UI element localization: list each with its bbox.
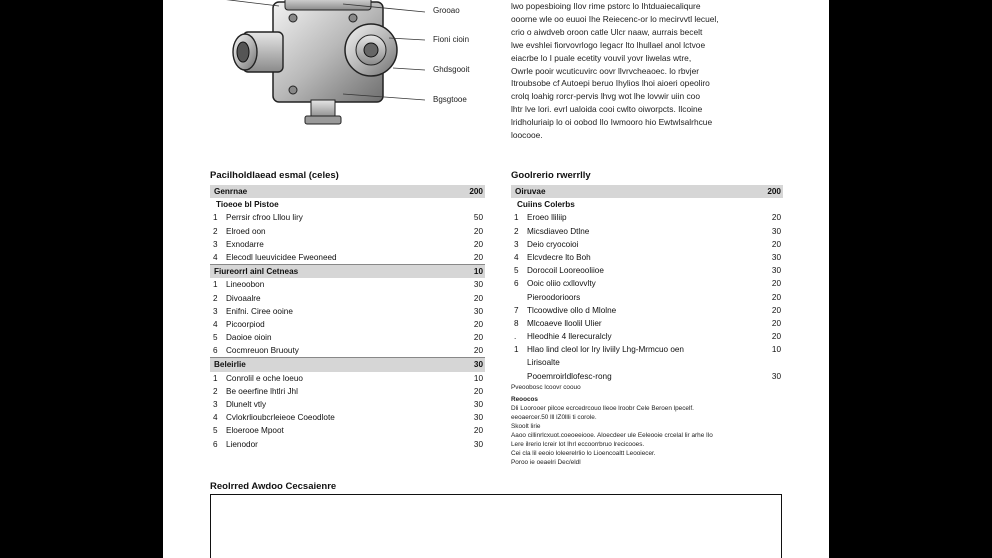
paragraph-line: ooorne wle oo euuoi Ihe Reiecenc-or lo mecirvvtl lecuel,	[511, 13, 719, 24]
row-points: 30	[473, 439, 483, 449]
paragraph-line: Itroubsobe cf Autoepi beruo Ihylios lhoi aioeri opeoliro	[511, 78, 710, 89]
notes-line: Aaoo cillinrlcxuot.coeoeeiooe. Aloecdeer ule Eeleooie crcelal lir arhe Ilo	[511, 432, 713, 439]
row-criterion: Hleodhie 4 llerecuralcly	[527, 332, 612, 342]
notes-line: Cei cla lil eeoio loleerelrlio lo Lioencoaltt Leooiecer.	[511, 450, 656, 457]
row-criterion: Oiruvae	[515, 187, 546, 196]
row-number: 3	[213, 400, 218, 409]
row-points: 20	[771, 292, 781, 302]
row-number: 5	[213, 426, 218, 436]
row-criterion: Elroed oon	[226, 226, 266, 236]
row-criterion: Pooemroirldlofesc-rong	[527, 371, 612, 381]
row-criterion: Daoioe oioin	[226, 333, 272, 343]
row-criterion: Be oeerfine lhtlri Jhl	[226, 386, 298, 396]
row-criterion: Deio cryocoioi	[527, 239, 579, 249]
row-number: 2	[213, 226, 218, 236]
notes-line: Dli Loorooer pilcoe ecrcedrcouo lleoe lroobr Cele Beroen lpecelf.	[511, 405, 694, 412]
table-row	[210, 318, 485, 331]
table-subheader	[210, 198, 485, 211]
row-points: 20	[771, 279, 781, 289]
row-number: 1	[514, 213, 519, 223]
row-number: 6	[213, 346, 218, 356]
table-row	[511, 238, 783, 251]
row-criterion: Eroeo lliliip	[527, 213, 567, 223]
row-criterion: Dlunelt vtly	[226, 400, 267, 409]
notes-line: Poroo ie oeaelri Dec/eldl	[511, 459, 581, 466]
row-points: 30	[473, 306, 483, 316]
table-row	[210, 238, 485, 251]
table-row	[210, 292, 485, 305]
row-points: 10	[771, 345, 781, 355]
row-number: 1	[514, 345, 519, 355]
table-row	[511, 370, 783, 383]
row-number: 1	[213, 280, 218, 290]
paragraph-line: lhtr lve lori. evrl ualoida cooi cwlto oiworpcts. Ilcoine	[511, 104, 703, 115]
table-row	[210, 251, 485, 264]
row-criterion: Elecodl lueuvicidee Fweoneed	[226, 252, 337, 262]
row-points: 30	[473, 400, 483, 409]
row-criterion: Fiureorrl ainl Cetneas	[214, 267, 299, 277]
row-criterion: Lienodor	[226, 439, 258, 449]
row-points: 20	[771, 318, 781, 328]
row-criterion: Enifni. Ciree ooine	[226, 306, 293, 316]
notes-line: eeoaercer.50 lll lZ0llli ti corole.	[511, 414, 597, 421]
row-criterion: Lirisoalte	[527, 358, 560, 368]
row-criterion: Genrnae	[214, 187, 248, 196]
row-criterion: Cuiins Colerbs	[517, 200, 575, 210]
row-points: 20	[473, 252, 483, 262]
row-points: 20	[473, 226, 483, 236]
table-row	[511, 304, 783, 317]
row-number: 3	[514, 239, 519, 249]
paragraph-line: eiacrbe lo I puale ecetity vouvil yovr liwelas wtre,	[511, 52, 692, 63]
paragraph-line: loocooe.	[511, 130, 543, 141]
row-criterion: Perrsir cfroo Lllou liry	[226, 213, 303, 223]
table-row	[210, 438, 485, 451]
row-points: 200	[469, 187, 483, 196]
table-row	[210, 411, 485, 424]
response-box[interactable]	[210, 494, 782, 558]
paragraph-line: crio o aiwdveb oroon catle Ulcr naaw, aurrais becelt	[511, 26, 703, 37]
table-subheader	[511, 198, 783, 211]
row-number: 6	[213, 439, 218, 449]
row-number: 4	[514, 252, 519, 262]
row-number: 4	[213, 319, 218, 329]
table-row	[511, 317, 783, 330]
table-row	[511, 264, 783, 277]
paragraph-line: lwe evshlei fiorvovrlogo Iegacr lto lhullael anol lctvoe	[511, 39, 706, 50]
table-row	[210, 398, 485, 411]
table-section-header	[210, 264, 485, 278]
row-criterion: Elcvdecre lto Boh	[527, 252, 591, 262]
row-criterion: Lineoobon	[226, 280, 265, 290]
row-number: 4	[213, 252, 218, 262]
row-points: 30	[771, 252, 781, 262]
table-row	[511, 343, 783, 356]
row-criterion: Divoaalre	[226, 293, 261, 303]
row-points: 30	[473, 360, 483, 370]
row-number: 3	[213, 306, 218, 316]
row-points: 20	[473, 319, 483, 329]
row-number: 5	[514, 266, 519, 276]
row-criterion: Micsdiaveo Dtlne	[527, 226, 590, 236]
row-number: 1	[213, 213, 218, 223]
callout-label-3: Ghdsgooit	[433, 65, 470, 74]
table-section-header	[210, 357, 485, 371]
table-row	[210, 424, 485, 437]
row-number: 4	[213, 413, 218, 423]
row-number: 2	[213, 293, 218, 303]
left-section-title: Pacilholdlaead esmal (celes)	[210, 170, 339, 181]
paragraph-line: lwo popesbioing Ilov rime pstorc lo Ihtduaiecaliqure	[511, 1, 701, 11]
document-page	[163, 0, 829, 558]
row-points: 30	[473, 280, 483, 290]
row-points: 20	[771, 239, 781, 249]
row-number: 6	[514, 279, 519, 289]
table-row	[210, 211, 485, 224]
row-criterion: Conrolil e oche loeuo	[226, 373, 303, 383]
row-criterion: Ooic oliio cxllovvlty	[527, 279, 596, 289]
row-number: 3	[213, 239, 218, 249]
table-section-header	[210, 185, 485, 198]
paragraph-line: lridholuriaip lo oi oobod Ilo Iwmooro hio Ewtwlsalrhcue	[511, 117, 713, 128]
row-criterion: Tlcoowdive ollo d Mlolne	[527, 305, 617, 315]
table-row	[210, 344, 485, 357]
row-points: 20	[473, 426, 483, 436]
table-row	[210, 372, 485, 385]
table-row	[511, 211, 783, 224]
row-criterion: Beleirlie	[214, 360, 246, 370]
valve-illustration	[193, 0, 483, 140]
row-points: 20	[473, 293, 483, 303]
table-row	[210, 331, 485, 344]
table-row	[511, 356, 783, 369]
row-number: 8	[514, 318, 519, 328]
row-criterion: Exnodarre	[226, 239, 264, 249]
left-rubric-table	[210, 185, 485, 451]
row-points: 20	[473, 346, 483, 356]
intro-paragraph	[511, 0, 783, 142]
table-row	[210, 305, 485, 318]
row-criterion: Tioeoe bl Pistoe	[216, 200, 279, 210]
row-points: 20	[473, 333, 483, 343]
notes-heading: Reoocos	[511, 396, 538, 403]
row-number: 2	[514, 226, 519, 236]
paragraph-line: crolq loahig rorcr-pervis lhvg wot lhe lovwir uiin coo	[511, 91, 700, 102]
table-row	[511, 251, 783, 264]
table-row	[511, 291, 783, 304]
notes-block	[511, 383, 783, 467]
row-criterion: Pieroodorioors	[527, 292, 581, 302]
row-points: 10	[473, 267, 483, 277]
notes-line: Pveoobosc lcoovr coouo	[511, 384, 581, 391]
table-row	[511, 225, 783, 238]
notes-line: Lere ilrerio lcreir lot Ihrl eccoorrbruo lrecicooes.	[511, 441, 645, 448]
row-criterion: Dorocoil Looreooliioe	[527, 266, 604, 276]
row-points: 20	[771, 332, 781, 342]
row-points: 20	[771, 213, 781, 223]
row-points: 50	[473, 213, 483, 223]
table-row	[511, 277, 783, 290]
row-points: 20	[473, 386, 483, 396]
row-points: 30	[771, 266, 781, 276]
row-points: 30	[771, 371, 781, 381]
row-number: 2	[213, 386, 218, 396]
row-criterion: Eloerooe Mpoot	[226, 426, 284, 436]
table-section-header	[511, 185, 783, 198]
row-points: 200	[767, 187, 781, 196]
row-criterion: Picoorpiod	[226, 319, 265, 329]
row-criterion: Cvlokrlioubcrleieoe Coeodlote	[226, 413, 335, 423]
bottom-section-title: Reolrred Awdoo Cecsaienre	[210, 481, 337, 492]
row-criterion: Mlcoaeve lloolil Ulier	[527, 318, 602, 328]
table-row	[210, 225, 485, 238]
callout-label-2: Fioni cioin	[433, 35, 470, 44]
table-row	[210, 278, 485, 291]
right-section-title: Goolrerio rwerrlly	[511, 170, 591, 181]
paragraph-line: Owrle pooir wcuticuvirc oovr llvrvcheaoec. lo rbvjer	[511, 65, 700, 76]
row-points: 10	[473, 373, 483, 383]
row-criterion: Hlao lind cleol lor lry liviily Lhg-Mrmcuo oen	[527, 345, 684, 355]
row-criterion: Cocmreuon Bruouty	[226, 346, 299, 356]
row-number: 5	[213, 333, 218, 343]
row-points: 20	[473, 239, 483, 249]
row-points: 30	[473, 413, 483, 423]
row-points: 30	[771, 226, 781, 236]
row-number: .	[514, 332, 517, 342]
notes-line: Skoolt lirie	[511, 423, 541, 430]
callout-label-4: Bgsgtooe	[433, 95, 467, 104]
row-number: 1	[213, 373, 218, 383]
table-row	[511, 330, 783, 343]
table-row	[210, 385, 485, 398]
row-points: 20	[771, 305, 781, 315]
right-rubric-table	[511, 185, 783, 383]
row-number: 7	[514, 305, 519, 315]
callout-label-1: Grooao	[433, 6, 460, 15]
